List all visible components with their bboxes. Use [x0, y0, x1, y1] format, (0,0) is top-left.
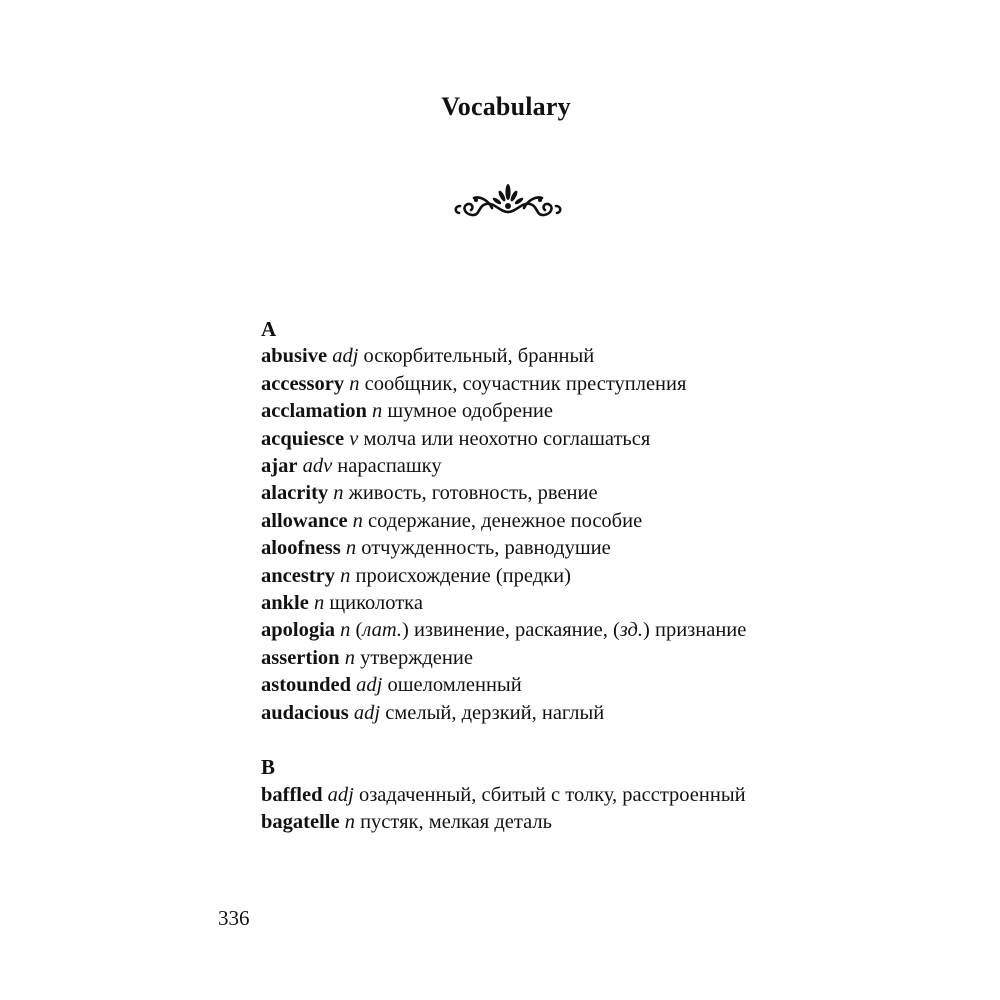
translation: нараспашку	[337, 455, 442, 478]
usage-note: лат.	[362, 619, 402, 642]
part-of-speech: n	[349, 372, 360, 395]
vocab-entry-astounded	[261, 672, 781, 699]
vocab-entry-abusive	[261, 343, 781, 370]
translation: сообщник, соучастник преступления	[364, 372, 687, 395]
vocab-entry-aloofness	[261, 535, 781, 562]
vocab-entry-assertion	[261, 645, 781, 672]
translation: признание	[654, 619, 747, 642]
part-of-speech: n	[313, 592, 325, 615]
vocab-entry-baffled	[261, 782, 781, 809]
vocab-entry-ankle	[261, 590, 781, 617]
headword: ankle	[261, 592, 309, 615]
vocab-entry-acquiesce	[261, 426, 781, 453]
headword: bagatelle	[261, 811, 340, 834]
headword: audacious	[261, 701, 349, 724]
usage-note: зд.	[619, 619, 644, 642]
headword: acclamation	[261, 400, 367, 423]
headword: ancestry	[261, 564, 336, 587]
translation: содержание, денежное пособие	[368, 509, 643, 532]
part-of-speech: n	[340, 564, 351, 587]
part-of-speech: adj	[356, 674, 383, 697]
translation: озадаченный, сбитый с толку, расстроенный	[358, 783, 746, 806]
part-of-speech: n	[340, 619, 351, 642]
section-letter-a: A	[261, 317, 277, 341]
page-title: Vocabulary	[441, 92, 571, 121]
part-of-speech: n	[372, 400, 383, 423]
part-of-speech: v	[349, 427, 359, 450]
vocab-entry-acclamation	[261, 398, 781, 425]
part-of-speech: adv	[302, 455, 333, 478]
translation: живость, готовность, рвение	[348, 482, 598, 505]
translation: шумное одобрение	[387, 400, 553, 423]
headword: astounded	[261, 674, 352, 697]
translation: молча или неохотно соглашаться	[363, 427, 651, 450]
vocab-entry-allowance	[261, 508, 781, 535]
translation: смелый, дерзкий, наглый	[385, 701, 605, 724]
translation: утверждение	[360, 646, 473, 669]
vocab-entry-bagatelle	[261, 809, 781, 836]
headword: alacrity	[261, 482, 329, 505]
headword: accessory	[261, 372, 345, 395]
page-number: 336	[218, 906, 250, 930]
flourish-ornament-icon	[452, 182, 564, 222]
translation-part: извинение, раскаяние,	[413, 619, 608, 642]
vocab-entry-ancestry	[261, 563, 781, 590]
headword: assertion	[261, 646, 340, 669]
part-of-speech: n	[345, 537, 357, 560]
translation: пустяк, мелкая деталь	[360, 811, 552, 834]
headword: allowance	[261, 509, 348, 532]
part-of-speech: adj	[332, 345, 359, 368]
translation: отчужденность, равнодушие	[361, 537, 611, 560]
translation: ошеломленный	[387, 674, 522, 697]
headword: ajar	[261, 455, 298, 478]
vocab-entry-alacrity	[261, 480, 781, 507]
vocab-entry-apologia: apologia n (лат.) извинение, раскаяние, (зд.) признание	[261, 619, 747, 642]
part-of-speech: adj	[327, 783, 354, 806]
vocab-entry-ajar	[261, 453, 781, 480]
part-of-speech: adj	[353, 701, 381, 724]
headword: apologia	[261, 619, 336, 642]
translation: оскорбительный, бранный	[363, 345, 595, 368]
vocabulary-list	[261, 316, 781, 837]
translation: щиколотка	[329, 592, 423, 615]
headword: acquiesce	[261, 427, 345, 450]
part-of-speech: n	[352, 509, 363, 532]
headword: abusive	[261, 345, 328, 368]
section-letter-b: B	[261, 755, 276, 780]
section-gap	[261, 727, 781, 754]
part-of-speech: n	[333, 482, 344, 505]
headword: baffled	[261, 783, 323, 806]
vocab-entry-accessory	[261, 371, 781, 398]
headword: aloofness	[261, 537, 341, 560]
part-of-speech: n	[344, 811, 355, 834]
vocab-entry-audacious	[261, 700, 781, 727]
part-of-speech: n	[344, 646, 355, 669]
translation: происхождение (предки)	[355, 564, 571, 587]
